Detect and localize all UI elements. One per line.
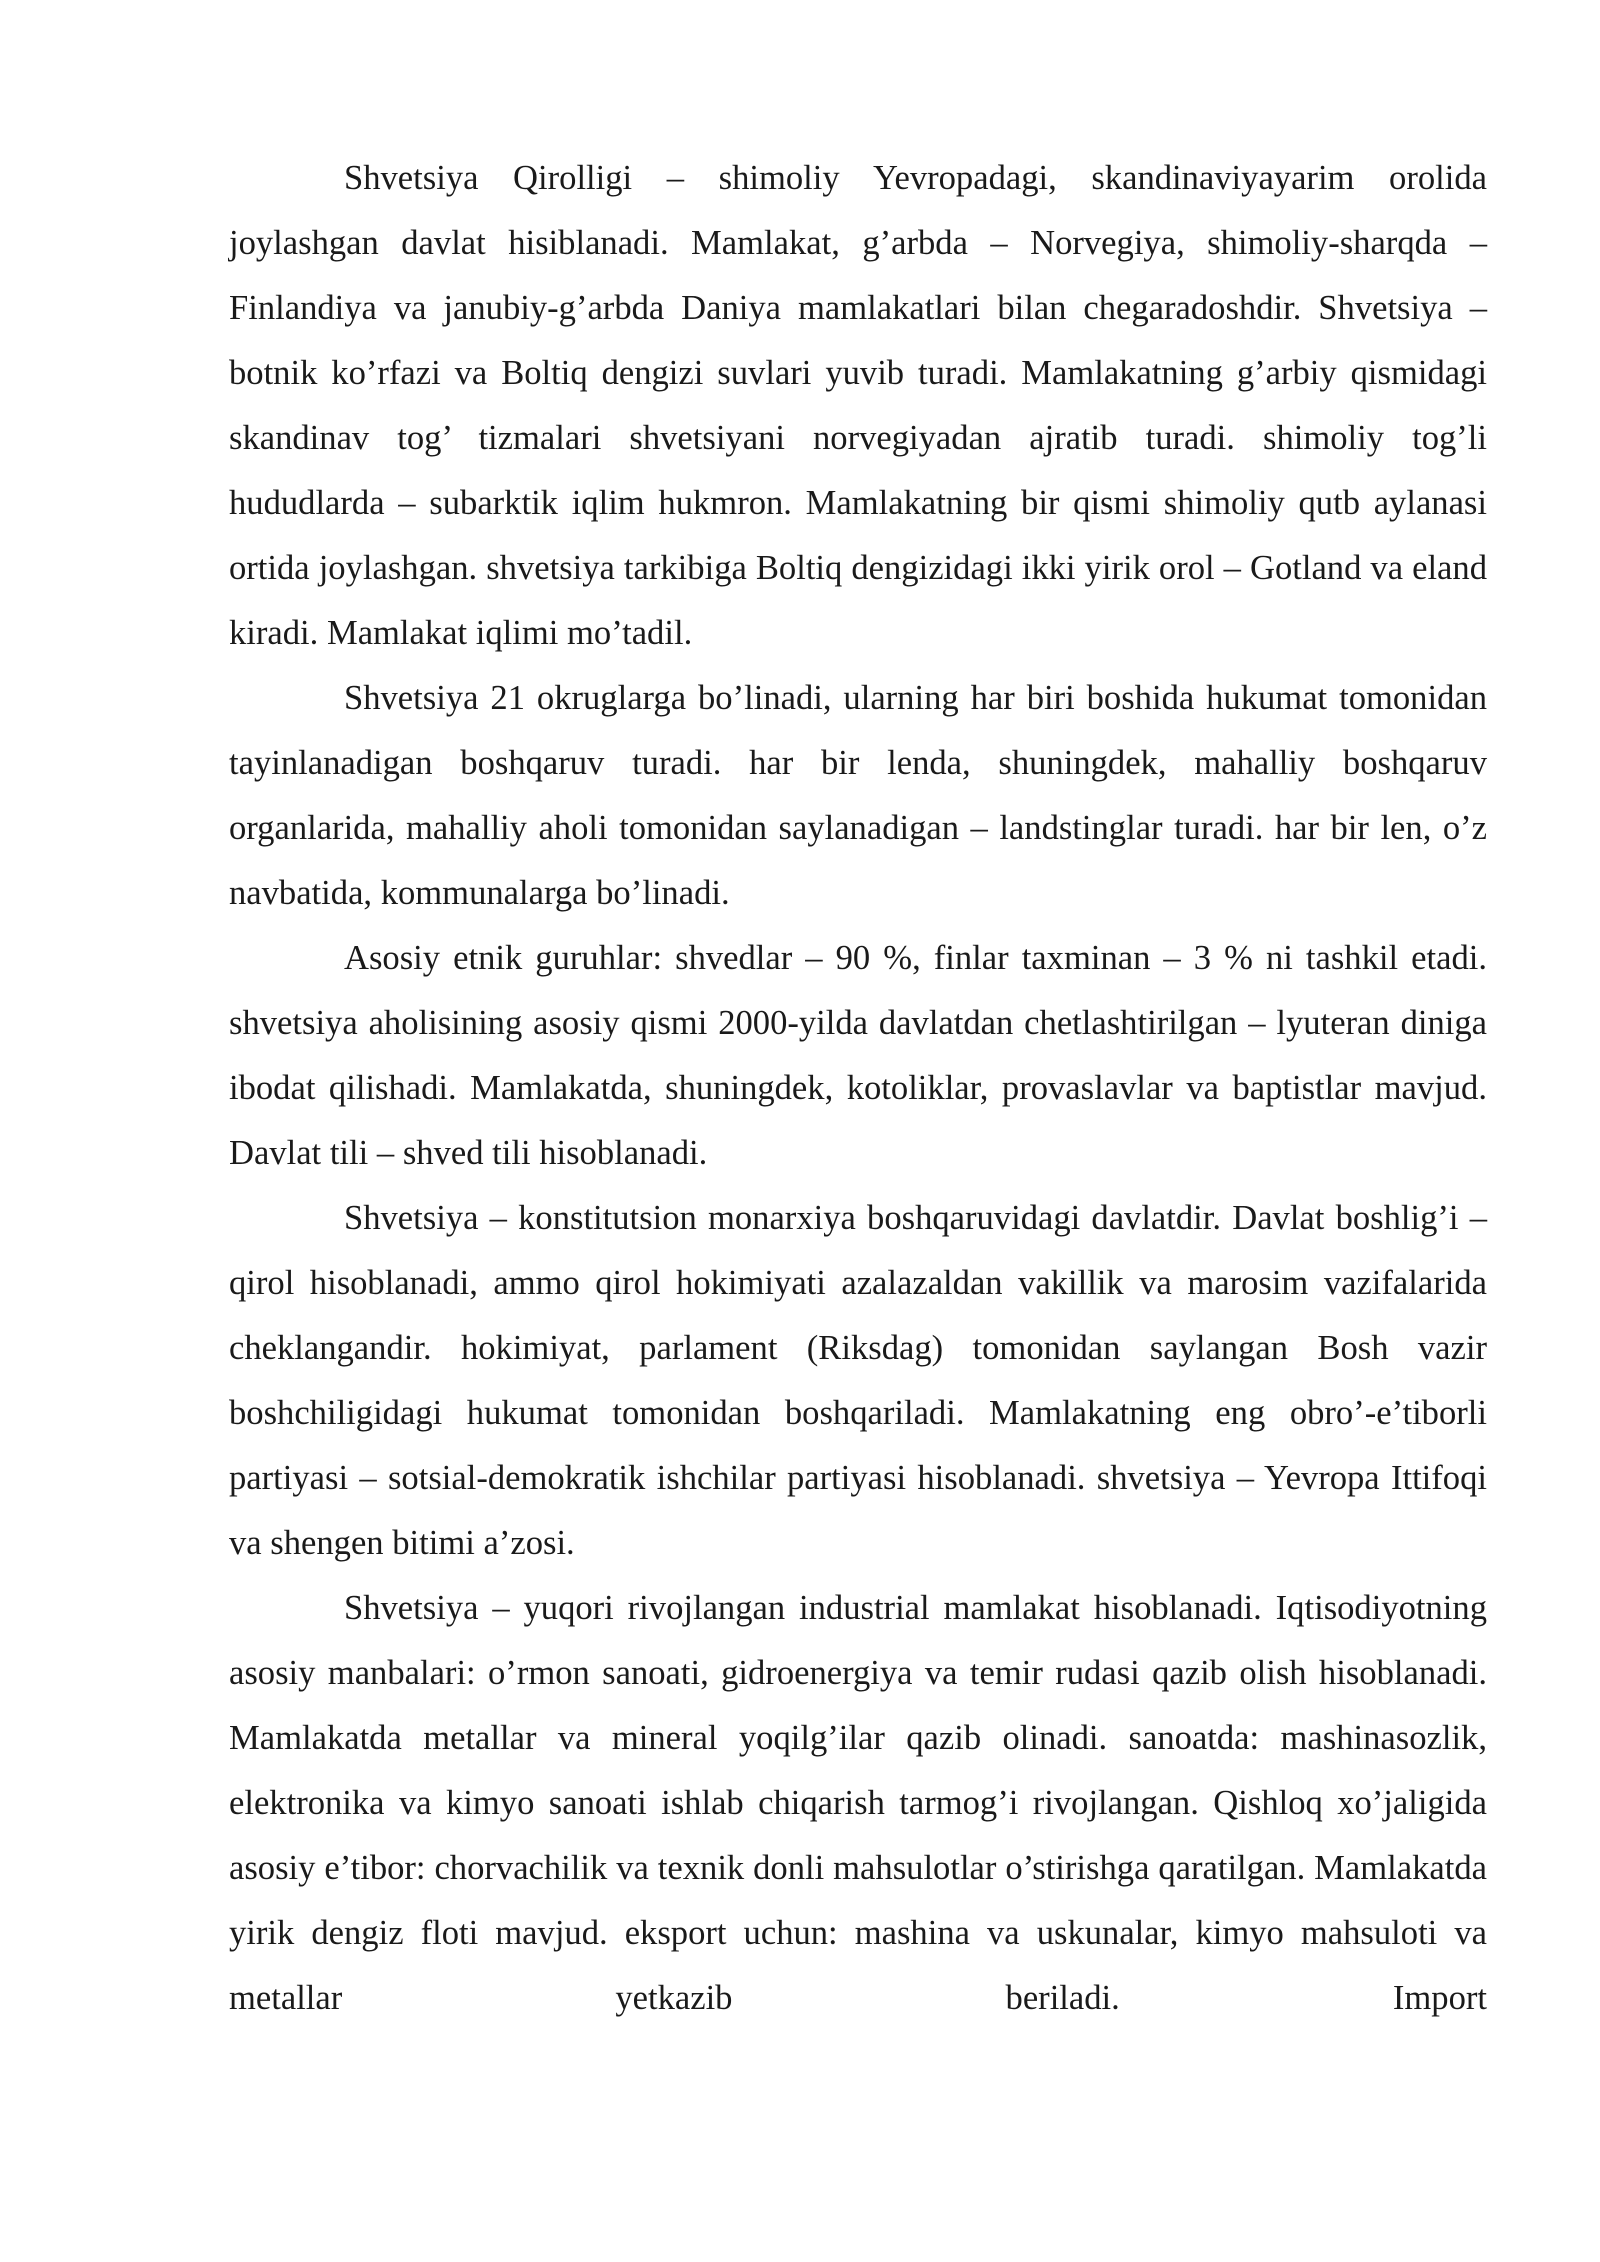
paragraph-administration: Shvetsiya 21 okruglarga bo’linadi, ularning har biri boshida hukumat tomonidan tayinlanadigan boshqaruv turadi. har bir lenda, shuningdek, mahalliy boshqaruv organlarida, mahalliy aholi tomonidan saylanadigan – landstinglar turadi. har bir len, o’z navbatida, kommunalarga bo’linadi.: [229, 679, 1487, 912]
paragraph-geography: Shvetsiya Qirolligi – shimoliy Yevropadagi, skandinaviyayarim orolida joylashgan davlat hisiblanadi. Mamlakat, g’arbda – Norvegiya, shimoliy-sharqda – Finlandiya va janubiy-g’arbda Daniya mamlakatlari bilan chegaradoshdir. Shvetsiya – botnik ko’rfazi va Boltiq dengizi suvlari yuvib turadi. Mamlakatning g’arbiy qismidagi skandinav tog’ tizmalari shvetsiyani norvegiyadan ajratib turadi. shimoliy tog’li hududlarda – subarktik iqlim hukmron. Mamlakatning bir qismi shimoliy qutb aylanasi ortida joylashgan. shvetsiya tarkibiga Boltiq dengizidagi ikki yirik orol – Gotland va eland kiradi. Mamlakat iqlimi mo’tadil.: [229, 159, 1487, 652]
document-body: [229, 146, 1487, 2031]
paragraph-government: Shvetsiya – konstitutsion monarxiya boshqaruvidagi davlatdir. Davlat boshlig’i – qirol hisoblanadi, ammo qirol hokimiyati azalazaldan vakillik va marosim vazifalarida cheklangandir. hokimiyat, parlament (Riksdag) tomonidan saylangan Bosh vazir boshchiligidagi hukumat tomonidan boshqariladi. Mamlakatning eng obro’-e’tiborli partiyasi – sotsial-demokratik ishchilar partiyasi hisoblanadi. shvetsiya – Yevropa Ittifoqi va shengen bitimi a’zosi.: [229, 1199, 1487, 1562]
paragraph-population: Asosiy etnik guruhlar: shvedlar – 90 %, finlar taxminan – 3 % ni tashkil etadi. shvetsiya aholisining asosiy qismi 2000-yilda davlatdan chetlashtirilgan – lyuteran diniga ibodat qilishadi. Mamlakatda, shuningdek, kotoliklar, provaslavlar va baptistlar mavjud. Davlat tili – shved tili hisoblanadi.: [229, 939, 1487, 1172]
paragraph-economy: Shvetsiya – yuqori rivojlangan industrial mamlakat hisoblanadi. Iqtisodiyotning asosiy manbalari: o’rmon sanoati, gidroenergiya va temir rudasi qazib olish hisoblanadi. Mamlakatda metallar va mineral yoqilg’ilar qazib olinadi. sanoatda: mashinasozlik, elektronika va kimyo sanoati ishlab chiqarish tarmog’i rivojlangan. Qishloq xo’jaligida asosiy e’tibor: chorvachilik va texnik donli mahsulotlar o’stirishga qaratilgan. Mamlakatda yirik dengiz floti mavjud. eksport uchun: mashina va uskunalar, kimyo mahsuloti va metallar yetkazib beriladi. Import: [229, 1589, 1487, 2017]
